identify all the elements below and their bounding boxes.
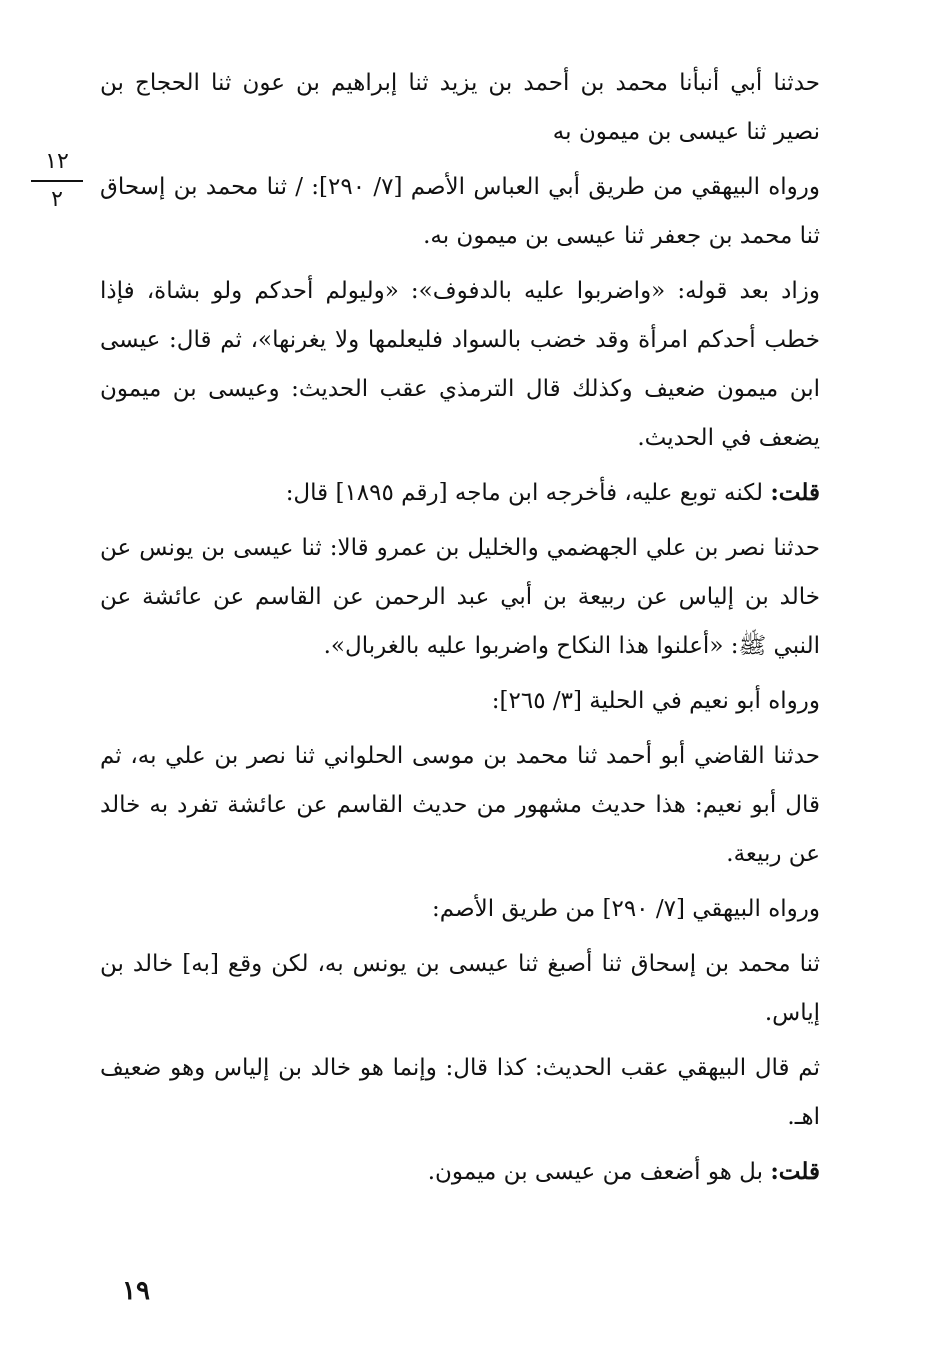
paragraph-text: ورواه البيهقي [٧/ ٢٩٠] من طريق الأصم: — [432, 896, 820, 922]
paragraph-1 — [100, 58, 820, 157]
paragraph-text: حدثنا أبي أنبأنا محمد بن أحمد بن يزيد ثنا إبراهيم بن عون ثنا الحجاج بن نصير ثنا عيسى بن ميمون به — [100, 70, 820, 145]
marginal-page-reference — [22, 148, 92, 214]
paragraph-label: قلت: — [770, 1158, 820, 1185]
page-number: ١٩ — [122, 1276, 150, 1306]
paragraph-5 — [100, 523, 820, 671]
paragraph-text: ثنا محمد بن إسحاق ثنا أصبغ ثنا عيسى بن يونس به، لكن وقع [به] خالد بن إياس. — [100, 951, 820, 1026]
paragraph-text: وزاد بعد قوله: «واضربوا عليه بالدفوف»: «وليولم أحدكم ولو بشاة، فإذا خطب أحدكم امرأة وقد خضب بالسواد فليعلمها ولا يغرنها»، ثم قال: عيسى ابن ميمون ضعيف وكذلك قال الترمذي عقب الحديث: وعيسى بن ميمون يضعف في الحديث. — [100, 278, 820, 451]
paragraph-text: بل هو أضعف من عيسى بن ميمون. — [427, 1159, 771, 1185]
paragraph-label: قلت: — [770, 479, 820, 506]
paragraph-2 — [100, 162, 820, 261]
paragraph-6 — [100, 676, 820, 726]
paragraph-text: حدثنا نصر بن علي الجهضمي والخليل بن عمرو قالا: ثنا عيسى بن يونس عن خالد بن إلياس عن ربيعة بن أبي عبد الرحمن عن القاسم عن عائشة عن النبي ﷺ: «أعلنوا هذا النكاح واضربوا عليه بالغربال». — [100, 535, 820, 659]
marginal-reference-divider — [31, 180, 83, 182]
paragraph-text: ورواه أبو نعيم في الحلية [٣/ ٢٦٥]: — [491, 688, 820, 714]
paragraph-3 — [100, 266, 820, 463]
marginal-reference-bottom: ٢ — [51, 187, 63, 212]
paragraph-9 — [100, 939, 820, 1038]
paragraph-text: ورواه البيهقي من طريق أبي العباس الأصم [٧/ ٢٩٠]: / ثنا محمد بن إسحاق ثنا محمد بن جعفر ثنا عيسى بن ميمون به. — [100, 174, 821, 249]
paragraph-11 — [100, 1147, 820, 1197]
marginal-reference-top: ١٢ — [45, 149, 69, 174]
paragraph-10 — [100, 1043, 820, 1142]
paragraph-7 — [100, 731, 820, 879]
paragraph-text: ثم قال البيهقي عقب الحديث: كذا قال: وإنما هو خالد بن إلياس وهو ضعيف اهـ. — [100, 1055, 820, 1130]
paragraph-text: لكنه توبع عليه، فأخرجه ابن ماجه [رقم ١٨٩٥] قال: — [285, 480, 771, 506]
paragraph-8 — [100, 884, 820, 934]
body-text — [100, 58, 820, 1202]
paragraph-4 — [100, 468, 820, 518]
paragraph-text: حدثنا القاضي أبو أحمد ثنا محمد بن موسى الحلواني ثنا نصر بن علي به، ثم قال أبو نعيم: هذا حديث مشهور من حديث القاسم عن عائشة تفرد به خالد عن ربيعة. — [100, 743, 820, 867]
